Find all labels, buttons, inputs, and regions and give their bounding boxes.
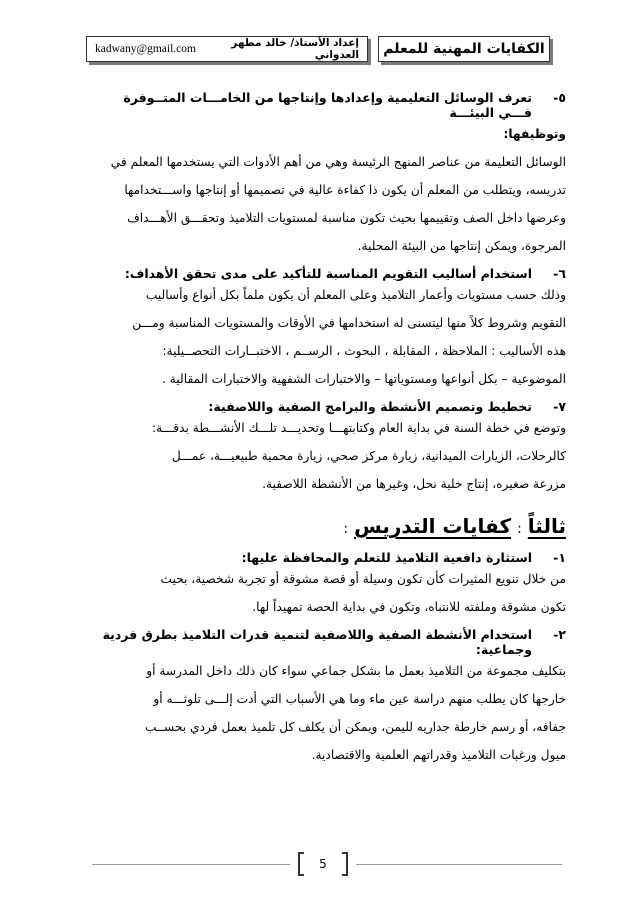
item-number: ٦- xyxy=(553,266,566,281)
item-title: استثارة دافعية التلاميذ للتعلم والمحافظة عليها: xyxy=(241,550,532,565)
body-line: من خلال تنويع المثيرات كأن تكون وسيلة أو قصة مشوقة أو تجربة شخصية، بحيث xyxy=(160,572,566,586)
item-title: استخدام الأنشطة الصفية واللاصفية لتنمية قدرات التلاميذ بطرق فردية وجماعية: xyxy=(102,627,532,657)
document-title: الكفايات المهنية للمعلم xyxy=(383,41,545,57)
item-heading xyxy=(88,550,566,565)
section-trailing-colon: : xyxy=(343,521,349,537)
page-header xyxy=(86,30,550,70)
body-line: المرجوة، ويمكن إنتاجها من البيئة المحلية. xyxy=(357,239,566,253)
bracket-left-icon xyxy=(298,852,304,876)
body-line: هذه الأساليب : الملاحظة ، المقابلة ، البحوث ، الرســم ، الاختبــارات التحصــيلية: xyxy=(162,344,566,358)
author-name: إعداد الأستاذ/ خالد مطهر العدواني xyxy=(231,37,359,61)
body-line: ميول ورغبات التلاميذ وقدراتهم العلمية والاقتصادية. xyxy=(311,748,566,762)
item-heading xyxy=(88,627,566,657)
item-body xyxy=(88,565,566,621)
item-title: تخطيط وتصميم الأنشطة والبرامج الصفية واللاصفية: xyxy=(208,399,532,414)
item-title: استخدام أساليب التقويم المناسبة للتأكيد على مدى تحقق الأهداف: xyxy=(124,266,532,281)
item-body xyxy=(88,657,566,769)
section-title: كفايات التدريس xyxy=(354,514,512,538)
footer-divider-left xyxy=(92,864,290,865)
item-body xyxy=(88,281,566,393)
body-line: الموضوعية – بكل أنواعها ومستوياتها – والاختبارات الشفهية والاختبارات المقالية . xyxy=(162,372,566,386)
body-line: كالرحلات، الزيارات الميدانية، زيارة مركز صحي، زيارة محمية طبيعيـــة، عمـــل xyxy=(171,449,566,463)
footer-divider-right xyxy=(356,864,562,865)
page-footer xyxy=(92,850,562,880)
body-line: مزرعة صغيره، إنتاج خلية نحل، وغيرها من الأنشطة اللاصفية. xyxy=(262,477,566,491)
title-box xyxy=(378,36,550,62)
item-body xyxy=(88,120,566,260)
page-content xyxy=(88,90,566,769)
body-line: وتوضع في خطة السنة في بداية العام وكتابتهـــا وتحديـــد تلـــك الأنشـــطة بدقـــة: xyxy=(151,421,566,435)
item-number: ٧- xyxy=(553,399,566,414)
section-heading xyxy=(88,514,566,550)
item-number: ٢- xyxy=(553,627,566,642)
item-body xyxy=(88,414,566,498)
author-email: kadwany@gmail.com xyxy=(95,43,196,55)
page-number-box xyxy=(298,850,348,878)
body-line: جفافه، أو رسم خارطة جداريه لليمن، ويمكن أن يكلف كل تلميذ بعمل فردي بحســب xyxy=(144,720,566,734)
section-number-word: ثالثاً xyxy=(527,514,566,538)
body-line: وذلك حسب مستويات وأعمار التلاميذ وعلى المعلم أن يكون ملماً بكل أنواع وأساليب xyxy=(145,288,566,302)
body-line: التقويم وشروط كلاً منها ليتسنى له استخدامها في الأوقات والمستويات المناسبة ومـــن xyxy=(132,316,566,330)
body-line: وعرضها داخل الصف وتقييمها بحيث تكون مناسبة لمستويات التلاميذ وتحقـــق الأهـــداف xyxy=(127,211,566,225)
bracket-right-icon xyxy=(342,852,348,876)
body-line: الوسائل التعليمة من عناصر المنهج الرئيسة وهي من أهم الأدوات التي يستخدمها المعلم في xyxy=(110,155,566,169)
body-line: تكون مشوقة وملفته للانتباه، وتكون في بداية الحصة تمهيداً لها. xyxy=(252,600,566,614)
item-number: ٥- xyxy=(553,90,566,105)
item-heading xyxy=(88,399,566,414)
item-heading xyxy=(88,266,566,281)
item-title: تعرف الوسائل التعليمية وإعدادها وإنتاجها من الخامـــات المتــوفرة فـــي البيئـــة xyxy=(123,90,532,120)
body-line: بتكليف مجموعة من التلاميذ بعمل ما بشكل جماعي سواء كان ذلك داخل المدرسة أو xyxy=(146,664,566,678)
item-number: ١- xyxy=(553,550,566,565)
page-number: 5 xyxy=(319,857,327,871)
section-colon: : xyxy=(517,521,522,537)
item-heading-continuation: وتوظيفها: xyxy=(503,127,566,141)
body-line: خارجها كان يطلب منهم دراسة عين ماء وما هي الأسباب التي أدت إلـــى تلوثـــه أو xyxy=(153,692,566,706)
author-box xyxy=(86,36,368,62)
item-heading xyxy=(88,90,566,120)
body-line: تدريسه، ويتطلب من المعلم أن يكون ذا كفاءة عالية في تصميمها أو إنتاجها واســـتخدامها xyxy=(124,183,566,197)
